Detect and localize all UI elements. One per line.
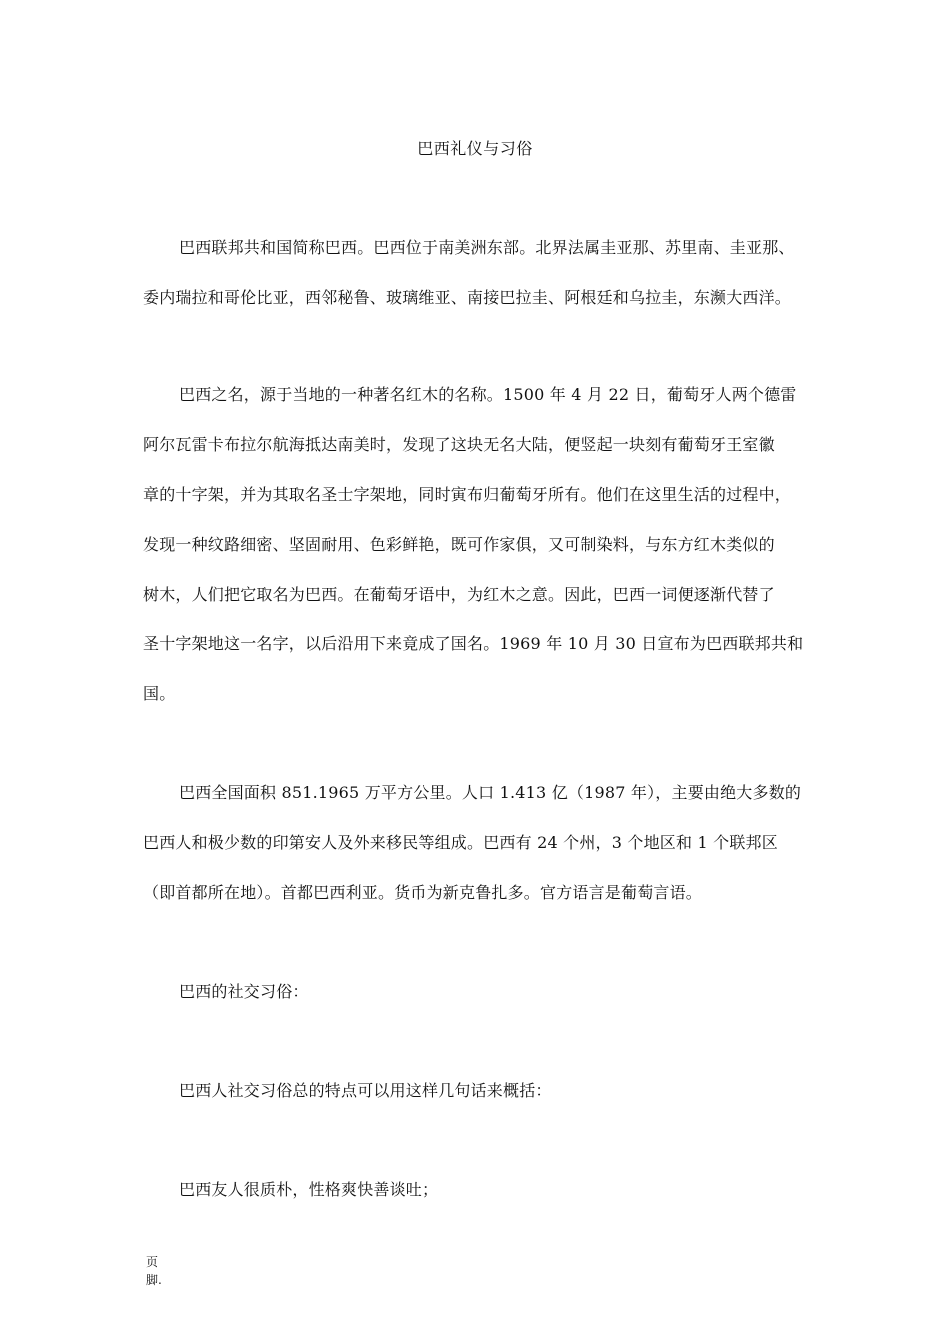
text-line: 发现一种纹路细密、坚固耐用、色彩鲜艳，既可作家俱，又可制染料，与东方红木类似的	[143, 535, 775, 554]
text-line: 巴西联邦共和国简称巴西。巴西位于南美洲东部。北界法属圭亚那、苏里南、圭亚那、	[179, 238, 795, 257]
text-line: 圣十字架地这一名字，以后沿用下来竟成了国名。1969 年 10 月 30 日宣布为巴西联邦共和	[143, 634, 804, 653]
text-line: 章的十字架，并为其取名圣士字架地，同时寅布归葡萄牙所有。他们在这里生活的过程中，	[143, 485, 792, 504]
text-line: 委内瑞拉和哥伦比亚，西邻秘鲁、玻璃维亚、南接巴拉圭、阿根廷和乌拉圭，东濒大西洋。	[143, 288, 792, 307]
text-line: 巴西人和极少数的印第安人及外来移民等组成。巴西有 24 个州，3 个地区和 1 个联邦区	[143, 833, 778, 852]
paragraph-friends: 巴西友人很质朴，性格爽快善谈吐；	[179, 1180, 439, 1199]
text-line: 巴西全国面积 851.1965 万平方公里。人口 1.413 亿（1987 年），主要由绝大多数的	[179, 783, 802, 802]
footer-label: 页	[146, 1255, 159, 1269]
paragraph-social-summary: 巴西人社交习俗总的特点可以用这样几句话来概括：	[179, 1081, 552, 1100]
text-line: 阿尔瓦雷卡布拉尔航海抵达南美时，发现了这块无名大陆，便竖起一块刻有葡萄牙王室徽	[143, 435, 775, 454]
text-line: 树木，人们把它取名为巴西。在葡萄牙语中，为红木之意。因此，巴西一词便逐渐代替了	[143, 585, 775, 604]
text-line: 巴西之名，源于当地的一种著名红木的名称。1500 年 4 月 22 日，葡萄牙人两个德雷	[179, 385, 797, 404]
section-heading: 巴西的社交习俗：	[179, 982, 309, 1001]
text-line: （即首都所在地）。首都巴西利亚。货币为新克鲁扎多。官方语言是葡萄言语。	[143, 883, 703, 902]
text-line: 国。	[143, 684, 176, 703]
document-title: 巴西礼仪与习俗	[417, 139, 533, 158]
footer-label: 脚.	[146, 1273, 162, 1287]
